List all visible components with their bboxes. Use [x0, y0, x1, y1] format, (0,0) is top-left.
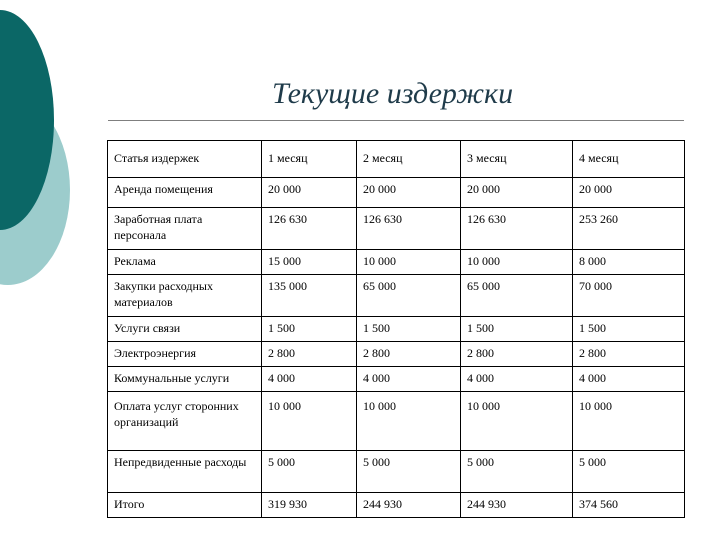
table-cell: 1 500 — [262, 317, 357, 342]
table-cell: 2 800 — [573, 342, 685, 367]
table-cell: 4 000 — [357, 367, 461, 392]
header-cell: 4 месяц — [573, 141, 685, 178]
slide-title: Текущие издержки — [272, 77, 514, 110]
header-cell: Статья издержек — [108, 141, 262, 178]
table-cell: 374 560 — [573, 493, 685, 518]
table-row — [108, 342, 685, 367]
table-cell: 1 500 — [357, 317, 461, 342]
row-label: Услуги связи — [108, 317, 262, 342]
table-row — [108, 367, 685, 392]
table-cell: 70 000 — [573, 275, 685, 317]
table-cell: 10 000 — [262, 392, 357, 451]
table-cell: 253 260 — [573, 208, 685, 250]
table-cell: 4 000 — [573, 367, 685, 392]
table-header-row — [108, 141, 685, 178]
table-cell: 20 000 — [357, 178, 461, 208]
table-cell: 10 000 — [573, 392, 685, 451]
header-cell: 1 месяц — [262, 141, 357, 178]
table-cell: 65 000 — [357, 275, 461, 317]
row-label: Закупки расходных материалов — [108, 275, 262, 317]
table-cell: 2 800 — [262, 342, 357, 367]
table-cell: 20 000 — [262, 178, 357, 208]
title-divider — [108, 120, 684, 121]
table-total-row — [108, 493, 685, 518]
table-cell: 10 000 — [357, 250, 461, 275]
table-cell: 4 000 — [461, 367, 573, 392]
row-label: Аренда помещения — [108, 178, 262, 208]
row-label: Непредвиденные расходы — [108, 451, 262, 493]
header-cell: 3 месяц — [461, 141, 573, 178]
table-cell: 1 500 — [461, 317, 573, 342]
table-cell: 5 000 — [461, 451, 573, 493]
table-cell: 8 000 — [573, 250, 685, 275]
table-row — [108, 317, 685, 342]
row-label: Электроэнергия — [108, 342, 262, 367]
cost-table — [107, 140, 685, 518]
table-cell: 2 800 — [357, 342, 461, 367]
table-cell: 244 930 — [461, 493, 573, 518]
table-cell: 15 000 — [262, 250, 357, 275]
header-cell: 2 месяц — [357, 141, 461, 178]
row-label: Реклама — [108, 250, 262, 275]
table-cell: 10 000 — [461, 250, 573, 275]
table-cell: 244 930 — [357, 493, 461, 518]
table-cell: 126 630 — [461, 208, 573, 250]
table-cell: 5 000 — [357, 451, 461, 493]
table-cell: 5 000 — [573, 451, 685, 493]
table-row — [108, 178, 685, 208]
table-cell: 4 000 — [262, 367, 357, 392]
table-cell: 20 000 — [573, 178, 685, 208]
row-label: Заработная плата персонала — [108, 208, 262, 250]
row-label: Итого — [108, 493, 262, 518]
table-cell: 126 630 — [262, 208, 357, 250]
table-cell: 2 800 — [461, 342, 573, 367]
table-cell: 5 000 — [262, 451, 357, 493]
table-cell: 10 000 — [461, 392, 573, 451]
table-row — [108, 250, 685, 275]
table-row — [108, 208, 685, 250]
table-row — [108, 451, 685, 493]
table-row — [108, 392, 685, 451]
table-cell: 65 000 — [461, 275, 573, 317]
table-cell: 1 500 — [573, 317, 685, 342]
row-label: Оплата услуг сторонних организаций — [108, 392, 262, 451]
table-cell: 20 000 — [461, 178, 573, 208]
table-row — [108, 275, 685, 317]
table-cell: 135 000 — [262, 275, 357, 317]
table-cell: 10 000 — [357, 392, 461, 451]
table-cell: 319 930 — [262, 493, 357, 518]
table-cell: 126 630 — [357, 208, 461, 250]
row-label: Коммунальные услуги — [108, 367, 262, 392]
decorative-circles — [0, 0, 80, 300]
